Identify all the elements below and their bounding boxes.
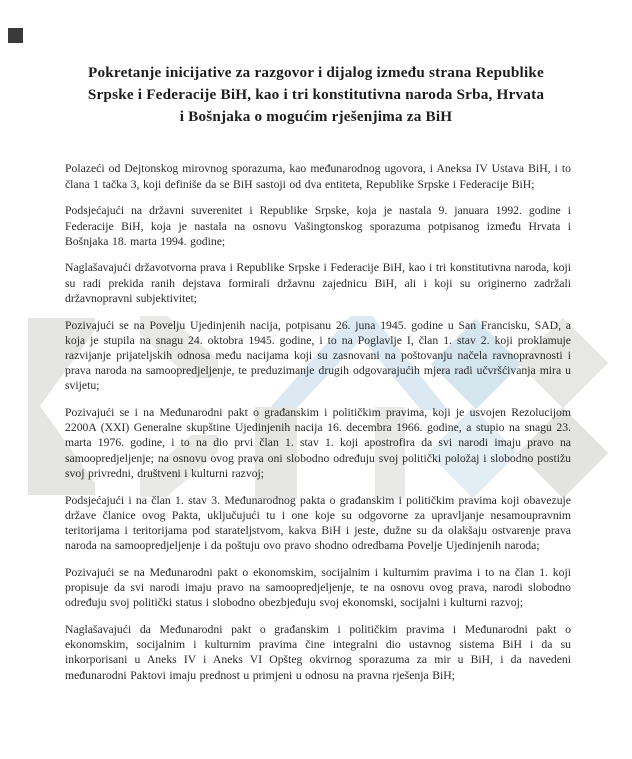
title-line-3: i Bošnjaka o mogućim rješenjima za BiH <box>179 107 453 125</box>
paragraph-5: Pozivajući se i na Međunarodni pakt o građanskim i političkim pravima, koji je usvojen Rezolucijom 2200A (XXI) Generalne skupštine Ujedinjenih nacija 16. decembra 1966. godine, a stupio na snagu 23. marta 1976. godine, i to na dio prvi član 1. stav 1. koji apostrofira da svi narodi imaju pravo na samoopredjeljenje; na osnovu ovog prava oni slobodno određuju svoj politički položaj i slobodno postižu svoj privredni, društveni i kulturni razvoj; <box>65 406 571 480</box>
paragraph-2: Podsjećajući na državni suverenitet i Republike Srpske, koja je nastala 9. januara 1992. godine i Federacije BiH, koja je nastala na osnovu Vašingtonskog sporazuma potpisanog između Hrvata i Bošnjaka 18. marta 1994. godine; <box>65 204 571 248</box>
corner-mark <box>8 28 23 43</box>
paragraph-7: Pozivajući se na Međunarodni pakt o ekonomskim, socijalnim i kulturnim pravima i to na član 1. koji propisuje da svi narodi imaju pravo na samoopredjeljenje, te na osnovu ovog prava, narodi slobodno određuju svoj politički status i slobodno obezbjeđuju svoj ekonomski, socijalni i kulturni razvoj; <box>65 565 571 610</box>
paragraph-1: Polazeći od Dejtonskog mirovnog sporazuma, kao međunarodnog ugovora, i Aneksa IV Ustava BiH, i to člana 1 tačka 3, koji definiše da se BiH sastoji od dva entiteta, Republike Srpske i Federacije BiH; <box>65 162 571 191</box>
document-body <box>65 161 571 682</box>
paragraph-3: Naglašavajući državotvorna prava i Republike Srpske i Federacije BiH, kao i tri konstitutivna naroda, koji su radi prekida ranih dejstava formirali državnu zajednicu BiH, ali i koji su originerno zadržali državnopravni subjektivitet; <box>65 261 571 305</box>
title-line-2: Srpske i Federacije BiH, kao i tri konstitutivna naroda Srba, Hrvata <box>87 85 545 103</box>
paragraph-6: Podsjećajući i na član 1. stav 3. Međunarodnog pakta o građanskim i političkim pravima koji obavezuje države članice ovog Pakta, uključujući tu i one koje su odgovorne za upravljanje nesamoupravnim teritorijama i teritorijama pod starateljstvom, kakva BiH i jeste, dužne su da olakšaju ostvarenje prava naroda na samoopredjeljenje i da poštuju ovo pravo shodno odredbama Povelje Ujedinjenih naroda; <box>65 493 571 553</box>
title-line-1: Pokretanje inicijative za razgovor i dijalog između strana Republike <box>88 64 544 81</box>
document-title <box>0 0 632 127</box>
paragraph-4: Pozivajući se na Povelju Ujedinjenih nacija, potpisanu 26. juna 1945. godine u San Francisku, SAD, a koja je stupila na snagu 24. oktobra 1945. godine, i to na Poglavlje I, član 1. stav 2. koji proklamuje razvijanje prijateljskih odnosa među nacijama koji su zasnovani na poštovanju načela ravnopravnosti i prava naroda na samoopredjeljenje, te preduzimanje drugih odgovarajućih mjera radi učvršćivanja mira u svijetu; <box>65 318 571 393</box>
paragraph-8: Naglašavajući da Međunarodni pakt o građanskim i političkim pravima i Međunarodni pakt o ekonomskim, socijalnim i kulturnim pravima čine integralni dio ustavnog sistema BiH i da su inkorporisani u Aneks IV i Aneks VI Opšteg okvirnog sporazuma za mir u BiH, i da navedeni međunarodni Paktovi imaju prednost u primjeni u odnosu na pravna rješenja BiH; <box>65 622 571 682</box>
